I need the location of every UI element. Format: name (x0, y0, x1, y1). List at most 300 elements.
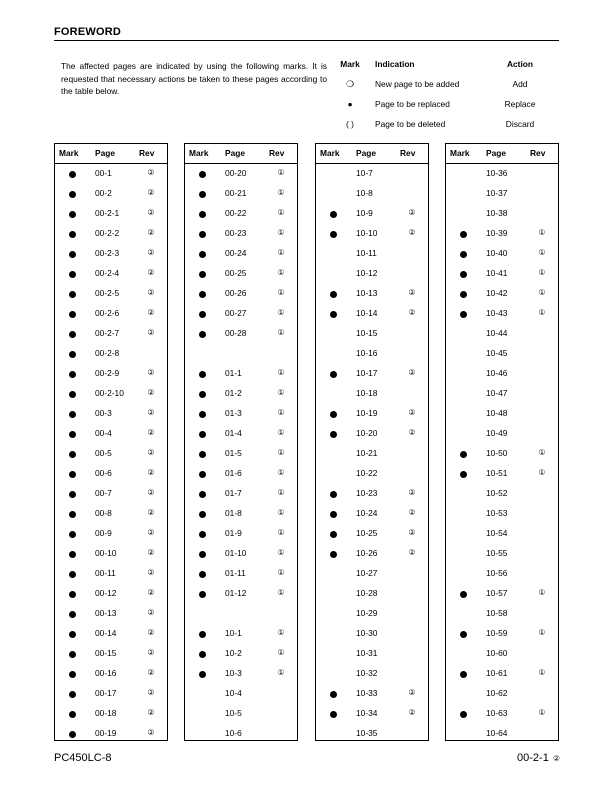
rev-cell: ① (538, 248, 546, 257)
table-row (185, 244, 297, 264)
filled-circle-icon (199, 371, 206, 378)
replace-mark-icon (446, 330, 480, 338)
page-cell: 01-8 (225, 508, 242, 518)
rev-cell: ① (538, 708, 546, 717)
filled-circle-icon (69, 491, 76, 498)
replace-mark-icon (55, 570, 89, 578)
page-cell: 10-54 (486, 528, 508, 538)
legend-action-header: Action (506, 59, 534, 69)
rev-cell: ② (147, 428, 155, 437)
replace-mark-icon (185, 610, 219, 618)
filled-circle-icon (330, 691, 337, 698)
page-cell: 10-6 (225, 728, 242, 738)
filled-circle-icon (330, 711, 337, 718)
rev-cell: ② (147, 608, 155, 617)
page-cell: 00-15 (95, 648, 117, 658)
page-column-header: Page (225, 148, 246, 158)
rev-cell: ① (538, 288, 546, 297)
replace-mark-icon (446, 670, 480, 678)
filled-circle-icon (460, 231, 467, 238)
table-row (316, 504, 428, 524)
table-row (185, 304, 297, 324)
table-row (55, 704, 167, 724)
table-row (316, 304, 428, 324)
model-name: PC450LC-8 (54, 752, 112, 764)
replace-mark-icon (316, 230, 350, 238)
legend-action: Add (512, 79, 528, 89)
page-cell: 10-39 (486, 228, 508, 238)
table-row (316, 224, 428, 244)
replace-mark-icon (446, 170, 480, 178)
table-header (185, 144, 297, 164)
rev-cell: ② (147, 528, 155, 537)
table-row (55, 344, 167, 364)
filled-circle-icon (199, 211, 206, 218)
page-cell: 00-11 (95, 568, 116, 578)
table-row (185, 264, 297, 284)
filled-circle-icon (199, 451, 206, 458)
mark-column-header: Mark (450, 148, 470, 158)
table-row (446, 184, 558, 204)
rev-cell: ② (147, 368, 155, 377)
filled-circle-icon (460, 591, 467, 598)
replace-mark-icon (446, 710, 480, 718)
page-cell: 00-25 (225, 268, 247, 278)
page-cell: 10-46 (486, 368, 508, 378)
rev-column-header: Rev (530, 148, 546, 158)
replace-mark-icon (55, 690, 89, 698)
replace-mark-icon (185, 390, 219, 398)
page-cell: 10-58 (486, 608, 508, 618)
replace-mark-icon (55, 290, 89, 298)
table-row (316, 664, 428, 684)
table-row (316, 324, 428, 344)
rev-cell: ② (147, 228, 155, 237)
table-row (55, 604, 167, 624)
filled-circle-icon (199, 431, 206, 438)
table-row (316, 264, 428, 284)
replace-mark-icon (55, 410, 89, 418)
filled-circle-icon (69, 251, 76, 258)
table-row (185, 604, 297, 624)
replace-mark-icon (446, 430, 480, 438)
replace-mark-icon (55, 730, 89, 738)
page-cell: 00-2-1 (95, 208, 120, 218)
rev-cell: ② (408, 288, 416, 297)
legend-action: Discard (505, 119, 535, 129)
table-row (185, 524, 297, 544)
filled-circle-icon (69, 331, 76, 338)
replace-mark-icon (185, 470, 219, 478)
table-row (185, 464, 297, 484)
replace-mark-icon (446, 190, 480, 198)
table-row (185, 164, 297, 184)
legend (330, 59, 560, 139)
rev-cell: ① (277, 248, 285, 257)
table-row (185, 644, 297, 664)
replace-mark-icon (185, 690, 219, 698)
replace-mark-icon (185, 730, 219, 738)
replace-mark-icon (316, 390, 350, 398)
filled-circle-icon (199, 251, 206, 258)
replace-mark-icon (446, 410, 480, 418)
table-row (316, 684, 428, 704)
page-cell: 01-5 (225, 448, 242, 458)
filled-circle-icon (69, 371, 76, 378)
rev-cell: ② (147, 408, 155, 417)
rev-cell: ② (408, 428, 416, 437)
replace-mark-icon (316, 510, 350, 518)
table-row (446, 704, 558, 724)
table-row (185, 544, 297, 564)
replace-mark-icon (185, 310, 219, 318)
replace-mark-icon (185, 530, 219, 538)
filled-circle-icon (330, 511, 337, 518)
table-row (55, 264, 167, 284)
replace-mark-icon (316, 170, 350, 178)
page-cell: 10-34 (356, 708, 378, 718)
table-row (446, 164, 558, 184)
filled-circle-icon (330, 371, 337, 378)
table-row (185, 184, 297, 204)
replace-mark-icon (446, 250, 480, 258)
replace-mark-icon (55, 270, 89, 278)
filled-circle-icon (199, 671, 206, 678)
page-cell: 10-45 (486, 348, 508, 358)
page-revision: ② (552, 754, 560, 763)
table-header (316, 144, 428, 164)
page-cell: 01-2 (225, 388, 242, 398)
page-cell: 10-27 (356, 568, 378, 578)
page-cell: 10-24 (356, 508, 378, 518)
rev-cell: ① (277, 488, 285, 497)
replace-mark-icon (55, 710, 89, 718)
page-cell: 10-47 (486, 388, 508, 398)
table-row (55, 644, 167, 664)
table-row (316, 424, 428, 444)
page-cell: 10-22 (356, 468, 378, 478)
filled-circle-icon (199, 631, 206, 638)
table-row (55, 184, 167, 204)
replace-mark-icon (185, 170, 219, 178)
table-row (316, 164, 428, 184)
replace-mark-icon (316, 650, 350, 658)
page-cell: 10-43 (486, 308, 508, 318)
replace-mark-icon (446, 470, 480, 478)
replace-mark-icon (185, 570, 219, 578)
page-cell: 10-14 (356, 308, 378, 318)
page-cell: 10-7 (356, 168, 373, 178)
filled-circle-icon (199, 411, 206, 418)
filled-circle-icon (330, 491, 337, 498)
rev-cell: ② (147, 508, 155, 517)
filled-circle-icon: ● (347, 99, 353, 109)
filled-circle-icon (69, 351, 76, 358)
replace-mark-icon (55, 350, 89, 358)
rev-cell: ① (277, 388, 285, 397)
replace-mark-icon (316, 250, 350, 258)
table-row (316, 484, 428, 504)
replace-mark-icon (316, 450, 350, 458)
legend-mark-header: Mark (340, 59, 360, 69)
page-cell: 10-4 (225, 688, 242, 698)
rev-cell: ② (147, 628, 155, 637)
page-cell: 10-21 (356, 448, 378, 458)
page-cell: 10-56 (486, 568, 508, 578)
filled-circle-icon (69, 411, 76, 418)
page-cell: 01-10 (225, 548, 247, 558)
replace-mark-icon (55, 670, 89, 678)
page-cell: 10-57 (486, 588, 508, 598)
rev-column-header: Rev (269, 148, 285, 158)
page-cell: 00-2-5 (95, 288, 120, 298)
filled-circle-icon (460, 631, 467, 638)
table-row (316, 564, 428, 584)
filled-circle-icon (460, 291, 467, 298)
replace-mark-icon (55, 530, 89, 538)
table-row (446, 484, 558, 504)
replace-mark-icon (316, 190, 350, 198)
filled-circle-icon (330, 291, 337, 298)
table-row (446, 644, 558, 664)
replace-mark-icon (316, 530, 350, 538)
rev-cell: ② (408, 408, 416, 417)
filled-circle-icon (69, 191, 76, 198)
page-number (517, 752, 560, 764)
replace-mark-icon (446, 450, 480, 458)
filled-circle-icon (69, 631, 76, 638)
table-row (446, 544, 558, 564)
rev-cell: ② (147, 488, 155, 497)
filled-circle-icon (69, 551, 76, 558)
rev-cell: ② (147, 688, 155, 697)
page-cell: 10-28 (356, 588, 378, 598)
revision-table-2 (184, 143, 298, 741)
table-row (185, 624, 297, 644)
page-cell: 00-17 (95, 688, 117, 698)
table-row (55, 564, 167, 584)
legend-indication: Page to be deleted (375, 119, 446, 129)
page-cell: 10-35 (356, 728, 378, 738)
intro-paragraph: The affected pages are indicated by using the following marks. It is requested that necessary actions be taken to these pages according to the table below. (61, 61, 327, 97)
rev-cell: ② (408, 688, 416, 697)
filled-circle-icon (69, 611, 76, 618)
table-row (316, 584, 428, 604)
page-cell: 10-63 (486, 708, 508, 718)
filled-circle-icon (69, 171, 76, 178)
table-row (55, 624, 167, 644)
filled-circle-icon (199, 551, 206, 558)
table-row (446, 404, 558, 424)
page-cell: 00-27 (225, 308, 247, 318)
page-cell: 00-2-6 (95, 308, 120, 318)
page-cell: 00-23 (225, 228, 247, 238)
page-cell: 00-16 (95, 668, 117, 678)
legend-row-replace (330, 99, 560, 119)
table-row (446, 224, 558, 244)
replace-mark-icon (316, 430, 350, 438)
mark-column-header: Mark (189, 148, 209, 158)
filled-circle-icon (69, 511, 76, 518)
filled-circle-icon (69, 211, 76, 218)
table-row (316, 344, 428, 364)
page-cell: 00-10 (95, 548, 117, 558)
rev-cell: ① (277, 568, 285, 577)
page-cell: 00-7 (95, 488, 112, 498)
table-row (55, 724, 167, 744)
page-cell: 10-20 (356, 428, 378, 438)
page-cell: 10-17 (356, 368, 378, 378)
replace-mark-icon (55, 450, 89, 458)
filled-circle-icon (330, 231, 337, 238)
table-row (316, 444, 428, 464)
table-row (446, 564, 558, 584)
rev-cell: ② (147, 308, 155, 317)
page-cell: 00-28 (225, 328, 247, 338)
replace-mark-icon (446, 390, 480, 398)
filled-circle-icon (69, 711, 76, 718)
legend-indication-header: Indication (375, 59, 415, 69)
filled-circle-icon (460, 711, 467, 718)
rev-cell: ② (147, 468, 155, 477)
rev-column-header: Rev (400, 148, 416, 158)
replace-mark-icon (446, 270, 480, 278)
rev-cell: ① (277, 288, 285, 297)
page-column-header: Page (95, 148, 116, 158)
table-row (55, 664, 167, 684)
table-row (316, 244, 428, 264)
replace-mark-icon (185, 430, 219, 438)
replace-mark-icon (185, 290, 219, 298)
rev-cell: ② (147, 548, 155, 557)
table-row (55, 364, 167, 384)
filled-circle-icon (330, 531, 337, 538)
replace-mark-icon (55, 330, 89, 338)
filled-circle-icon (199, 271, 206, 278)
rev-cell: ② (147, 648, 155, 657)
filled-circle-icon (69, 471, 76, 478)
replace-mark-icon (55, 470, 89, 478)
page-cell: 00-2-4 (95, 268, 120, 278)
rev-cell: ① (538, 628, 546, 637)
rev-cell: ① (277, 268, 285, 277)
filled-circle-icon (69, 531, 76, 538)
rev-cell: ① (538, 448, 546, 457)
rev-cell: ② (147, 288, 155, 297)
page-cell: 00-24 (225, 248, 247, 258)
replace-mark-icon (446, 230, 480, 238)
table-row (185, 384, 297, 404)
rev-cell: ① (277, 228, 285, 237)
table-row (446, 684, 558, 704)
filled-circle-icon (69, 291, 76, 298)
filled-circle-icon (199, 491, 206, 498)
replace-mark-icon (446, 550, 480, 558)
replace-mark-icon (316, 330, 350, 338)
replace-mark-icon (185, 410, 219, 418)
filled-circle-icon (330, 211, 337, 218)
replace-mark-icon (316, 470, 350, 478)
table-row (446, 244, 558, 264)
table-row (446, 464, 558, 484)
replace-mark-icon (55, 230, 89, 238)
table-row (55, 404, 167, 424)
page-cell: 10-50 (486, 448, 508, 458)
table-row (446, 284, 558, 304)
replace-mark-icon (316, 710, 350, 718)
revision-table-1 (54, 143, 168, 741)
replace-mark-icon (316, 490, 350, 498)
filled-circle-icon (460, 451, 467, 458)
page-cell: 00-18 (95, 708, 117, 718)
page-cell: 10-33 (356, 688, 378, 698)
replace-mark-icon (316, 290, 350, 298)
legend-indication: Page to be replaced (375, 99, 450, 109)
table-row (55, 324, 167, 344)
rev-cell: ① (277, 508, 285, 517)
replace-mark-icon (446, 490, 480, 498)
filled-circle-icon (199, 531, 206, 538)
replace-mark-icon (55, 510, 89, 518)
replace-mark-icon (316, 610, 350, 618)
page-cell: 01-1 (225, 368, 242, 378)
replace-mark-icon (446, 610, 480, 618)
table-row (185, 584, 297, 604)
filled-circle-icon (460, 271, 467, 278)
filled-circle-icon (69, 451, 76, 458)
rev-cell: ① (277, 368, 285, 377)
rev-cell: ② (147, 188, 155, 197)
table-row (185, 724, 297, 744)
replace-mark-icon (316, 410, 350, 418)
replace-mark-icon (446, 290, 480, 298)
rev-cell: ① (277, 528, 285, 537)
table-row (316, 704, 428, 724)
table-row (316, 204, 428, 224)
filled-circle-icon (199, 331, 206, 338)
table-row (185, 484, 297, 504)
rev-cell: ② (408, 548, 416, 557)
filled-circle-icon (460, 251, 467, 258)
filled-circle-icon (69, 311, 76, 318)
filled-circle-icon (199, 391, 206, 398)
page-cell: 00-9 (95, 528, 112, 538)
page-column-header: Page (356, 148, 377, 158)
replace-mark-icon (446, 530, 480, 538)
rev-cell: ① (277, 428, 285, 437)
replace-mark-icon (185, 250, 219, 258)
table-row (185, 324, 297, 344)
replace-mark-icon (55, 630, 89, 638)
replace-mark-icon (446, 350, 480, 358)
page-cell: 10-2 (225, 648, 242, 658)
table-row (316, 384, 428, 404)
table-row (185, 224, 297, 244)
rev-cell: ② (147, 708, 155, 717)
page-cell: 00-4 (95, 428, 112, 438)
page-cell: 10-62 (486, 688, 508, 698)
page-cell: 10-32 (356, 668, 378, 678)
rev-cell: ② (147, 728, 155, 737)
rev-cell: ② (147, 208, 155, 217)
rev-cell: ② (147, 248, 155, 257)
table-row (446, 624, 558, 644)
page-cell: 10-31 (356, 648, 378, 658)
table-row (55, 484, 167, 504)
replace-mark-icon (316, 210, 350, 218)
page-cell: 10-44 (486, 328, 508, 338)
table-row (55, 584, 167, 604)
